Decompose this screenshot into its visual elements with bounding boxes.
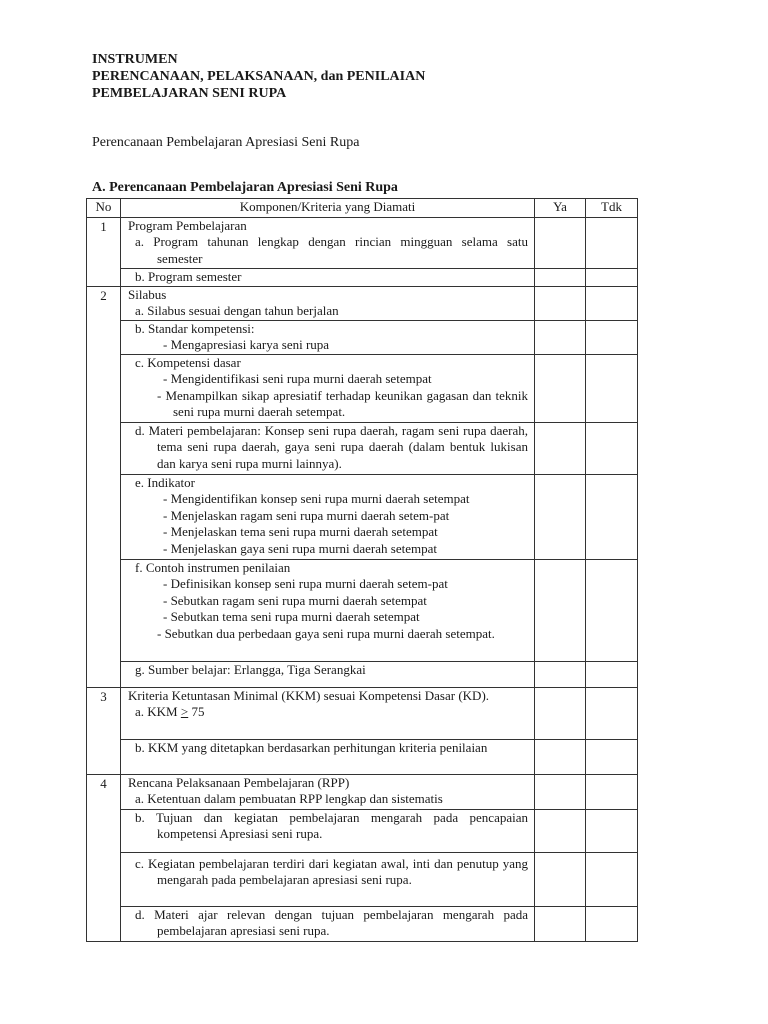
header-line-1: INSTRUMEN bbox=[92, 52, 178, 67]
row-number: 2 bbox=[87, 286, 121, 687]
tdk-checkbox[interactable] bbox=[586, 217, 638, 286]
tdk-checkbox[interactable] bbox=[586, 286, 638, 687]
criteria-item: g. Sumber belajar: Erlangga, Tiga Serangkai bbox=[135, 661, 366, 677]
criteria-title: Program Pembelajaran bbox=[128, 217, 247, 233]
header-tdk: Tdk bbox=[586, 199, 638, 218]
ya-checkbox[interactable] bbox=[535, 774, 586, 941]
criteria-subitem: - Menjelaskan gaya seni rupa murni daerah setempat bbox=[163, 540, 437, 556]
header-no: No bbox=[87, 199, 121, 218]
row-number: 4 bbox=[87, 774, 121, 941]
criteria-item: f. Contoh instrumen penilaian bbox=[135, 559, 291, 575]
criteria-group bbox=[121, 907, 534, 941]
criteria-item: b. KKM yang ditetapkan berdasarkan perhitungan kriteria penilaian bbox=[135, 739, 488, 755]
criteria-subitem: - Sebutkan dua perbedaan gaya seni rupa murni daerah setempat. bbox=[157, 625, 495, 641]
criteria-group bbox=[121, 287, 534, 321]
criteria-item: c. Kompetensi dasar bbox=[135, 354, 241, 370]
criteria-subitem: - Mengapresiasi karya seni rupa bbox=[163, 337, 330, 352]
criteria-item: b. Program semester bbox=[135, 268, 242, 284]
criteria-group bbox=[121, 218, 534, 269]
criteria-group bbox=[121, 475, 534, 560]
criteria-item: b. Standar kompetensi: bbox=[135, 320, 255, 336]
criteria-cell bbox=[121, 286, 535, 687]
criteria-group bbox=[121, 810, 534, 853]
criteria-group bbox=[121, 688, 534, 740]
criteria-item: b. Tujuan dan kegiatan pembelajaran mengarah pada pencapaian kompetensi Apresiasi seni rupa. bbox=[135, 809, 528, 841]
criteria-group bbox=[121, 269, 534, 286]
tdk-checkbox[interactable] bbox=[586, 687, 638, 774]
criteria-group bbox=[121, 740, 534, 774]
header-line-2: PERENCANAAN, PELAKSANAAN, dan PENILAIAN bbox=[92, 69, 426, 84]
ya-checkbox[interactable] bbox=[535, 217, 586, 286]
criteria-group bbox=[121, 853, 534, 907]
section-title: A. Perencanaan Pembelajaran Apresiasi Seni Rupa bbox=[92, 180, 398, 195]
criteria-group bbox=[121, 321, 534, 355]
header-line-3: PEMBELAJARAN SENI RUPA bbox=[92, 86, 287, 101]
document-header bbox=[92, 51, 425, 102]
criteria-subitem: - Mengidentifikasi seni rupa murni daerah setempat bbox=[163, 371, 432, 386]
ya-checkbox[interactable] bbox=[535, 286, 586, 687]
criteria-group bbox=[121, 775, 534, 810]
criteria-cell bbox=[121, 774, 535, 941]
criteria-subitem: - Definisikan konsep seni rupa murni daerah setem-pat bbox=[163, 576, 448, 591]
criteria-item: c. Kegiatan pembelajaran terdiri dari kegiatan awal, inti dan penutup yang mengarah pada pembelajaran apresiasi seni rupa. bbox=[135, 855, 528, 887]
table-row bbox=[87, 774, 638, 941]
criteria-group bbox=[121, 662, 534, 687]
row-number: 3 bbox=[87, 687, 121, 774]
table-row bbox=[87, 286, 638, 687]
criteria-group bbox=[121, 560, 534, 662]
criteria-subitem: - Sebutkan tema seni rupa murni daerah setempat bbox=[163, 609, 420, 624]
criteria-subitem: - Menampilkan sikap apresiatif terhadap keunikan gagasan dan teknik seni rupa murni daerah setempat. bbox=[157, 387, 528, 419]
criteria-group bbox=[121, 423, 534, 475]
criteria-subitem: - Mengidentifikan konsep seni rupa murni daerah setempat bbox=[163, 491, 470, 506]
table-row bbox=[87, 687, 638, 774]
criteria-group bbox=[121, 355, 534, 423]
criteria-subitem: - Menjelaskan ragam seni rupa murni daerah setem-pat bbox=[163, 507, 450, 523]
criteria-title: Silabus bbox=[128, 286, 167, 302]
table-header-row bbox=[87, 199, 638, 218]
criteria-item: d. Materi pembelajaran: Konsep seni rupa daerah, ragam seni rupa daerah, tema seni rupa daerah, gaya seni rupa daerah (dalam bentuk lukisan dan karya seni rupa murni lainnya). bbox=[135, 422, 528, 471]
table-row bbox=[87, 217, 638, 286]
ya-checkbox[interactable] bbox=[535, 687, 586, 774]
header-komponen: Komponen/Kriteria yang Diamati bbox=[121, 199, 535, 218]
criteria-item: a. Program tahunan lengkap dengan rincian mingguan selama satu semester bbox=[135, 234, 528, 266]
document-subtitle: Perencanaan Pembelajaran Apresiasi Seni Rupa bbox=[92, 135, 360, 150]
criteria-table bbox=[86, 198, 638, 942]
criteria-subitem: - Menjelaskan tema seni rupa murni daerah setempat bbox=[163, 524, 438, 539]
criteria-item: a. Ketentuan dalam pembuatan RPP lengkap dan sistematis bbox=[135, 791, 443, 806]
criteria-item: d. Materi ajar relevan dengan tujuan pembelajaran mengarah pada pembelajaran apresiasi seni rupa. bbox=[135, 906, 528, 938]
criteria-title: Kriteria Ketuntasan Minimal (KKM) sesuai Kompetensi Dasar (KD). bbox=[128, 687, 490, 703]
criteria-subitem: - Sebutkan ragam seni rupa murni daerah setempat bbox=[163, 592, 427, 608]
tdk-checkbox[interactable] bbox=[586, 774, 638, 941]
criteria-item: e. Indikator bbox=[135, 474, 195, 490]
criteria-cell bbox=[121, 217, 535, 286]
header-ya: Ya bbox=[535, 199, 586, 218]
criteria-item: a. KKM > 75 bbox=[135, 704, 205, 719]
criteria-title: Rencana Pelaksanaan Pembelajaran (RPP) bbox=[128, 774, 350, 790]
criteria-cell bbox=[121, 687, 535, 774]
row-number: 1 bbox=[87, 217, 121, 286]
criteria-item: a. Silabus sesuai dengan tahun berjalan bbox=[135, 303, 339, 318]
